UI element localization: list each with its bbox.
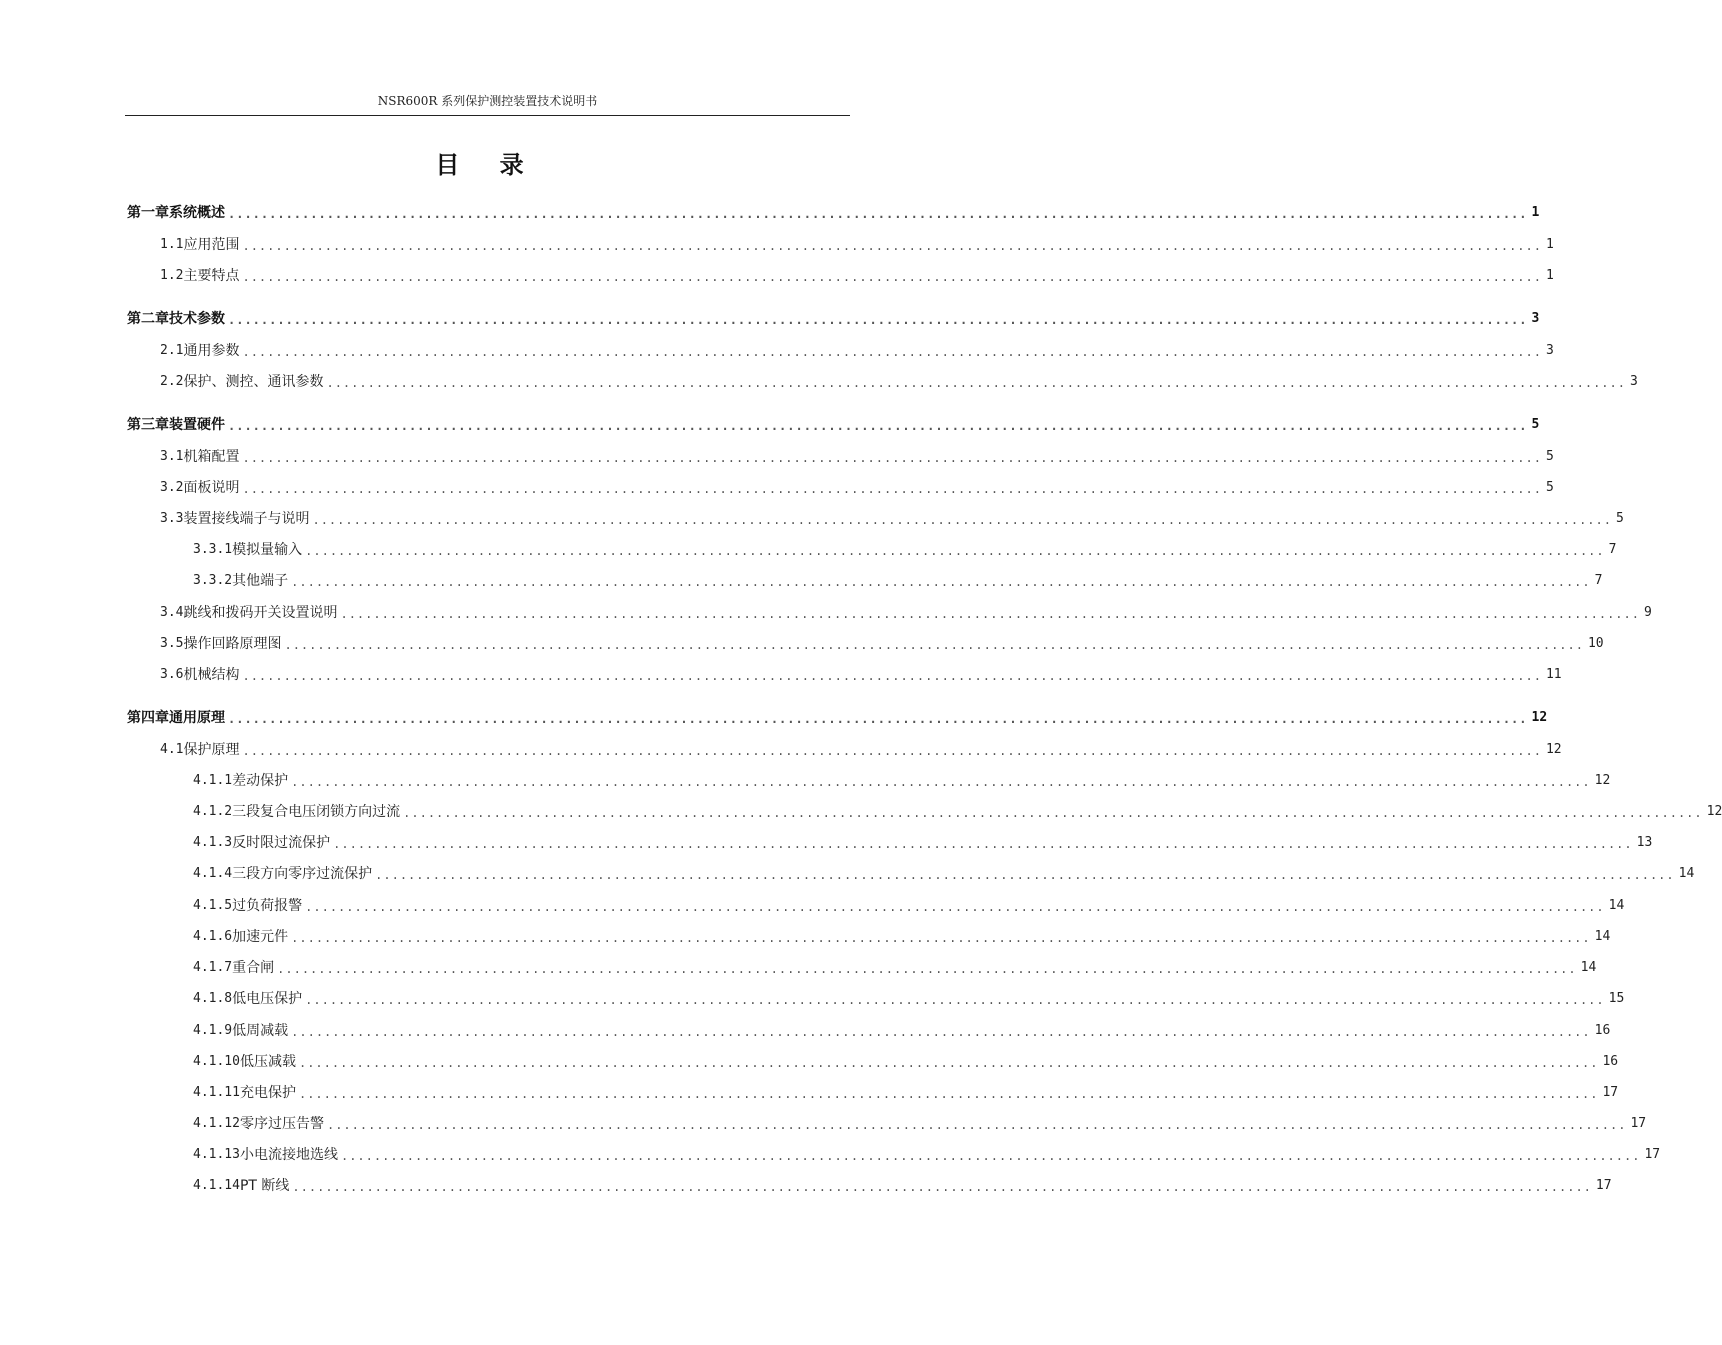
toc-entry[interactable] <box>193 802 1722 822</box>
toc-page-number: 15 <box>1608 991 1625 1006</box>
toc-entry-number: 1.1 <box>160 237 184 252</box>
toc-entry-number: 2.1 <box>160 343 184 358</box>
toc-dot-leader: .............................................................................................................................................................. <box>291 775 1591 789</box>
toc-entry-number: 第四章 <box>127 710 169 726</box>
toc-entry-number: 4.1.11 <box>193 1085 240 1100</box>
header-rule <box>125 115 850 116</box>
toc-dot-leader: .............................................................................................................................................................. <box>298 1056 1599 1070</box>
toc-entry-label: 小电流接地选线 <box>239 1147 338 1163</box>
toc-entry-label: 模拟量输入 <box>232 542 303 558</box>
toc-entry-label: 通用原理 <box>169 710 225 726</box>
toc-entry-number: 4.1.12 <box>193 1116 240 1131</box>
toc-entry-number: 3.2 <box>160 480 184 495</box>
toc-entry-label: 主要特点 <box>183 268 240 284</box>
toc-entry[interactable] <box>160 603 1652 623</box>
toc-entry-number: 3.6 <box>160 667 184 682</box>
toc-dot-leader: .............................................................................................................................................................. <box>375 868 1675 882</box>
toc-page-number: 14 <box>1580 960 1597 975</box>
toc-page-number: 16 <box>1594 1023 1611 1038</box>
toc-dot-leader: .............................................................................................................................................................. <box>291 931 1591 945</box>
toc-page-number: 13 <box>1636 835 1653 850</box>
toc-page-number: 12 <box>1594 773 1611 788</box>
toc-page-number: 12 <box>1706 804 1722 819</box>
toc-entry-number: 4.1.1 <box>193 773 233 788</box>
toc-entry[interactable] <box>193 571 1603 591</box>
toc-entry-number: 3.1 <box>160 449 184 464</box>
toc-page-number: 1 <box>1545 237 1554 252</box>
toc-entry-label: 系统概述 <box>169 205 225 221</box>
toc-entry-label: 机箱配置 <box>183 449 240 465</box>
toc-entry-label: 重合闸 <box>232 960 275 976</box>
toc-dot-leader: .............................................................................................................................................................. <box>242 482 1542 496</box>
toc-entry-label: 三段方向零序过流保护 <box>232 866 373 882</box>
toc-entry-label: 装置硬件 <box>169 417 225 433</box>
toc-entry-number: 4.1.8 <box>193 991 233 1006</box>
running-header: NSR600R 系列保护测控装置技术说明书 <box>377 94 598 108</box>
toc-entry-label: 保护、测控、通讯参数 <box>183 374 324 390</box>
toc-dot-leader: .............................................................................................................................................................. <box>228 712 1528 726</box>
toc-dot-leader: .............................................................................................................................................................. <box>242 239 1542 253</box>
toc-entry-number: 4.1.5 <box>193 898 233 913</box>
toc-dot-leader: .............................................................................................................................................................. <box>340 1149 1641 1163</box>
toc-entry-label: 操作回路原理图 <box>183 636 282 652</box>
toc-dot-leader: .............................................................................................................................................................. <box>340 607 1640 621</box>
toc-entry-number: 第三章 <box>127 417 169 433</box>
toc-page-number: 5 <box>1545 480 1554 495</box>
toc-dot-leader: .............................................................................................................................................................. <box>242 451 1542 465</box>
toc-entry-label: 反时限过流保护 <box>232 835 331 851</box>
toc-page-number: 7 <box>1608 542 1617 557</box>
toc-entry-number: 4.1.4 <box>193 866 233 881</box>
toc-page-number: 14 <box>1678 866 1695 881</box>
toc-entry-number: 2.2 <box>160 374 184 389</box>
toc-dot-leader: .............................................................................................................................................................. <box>298 1087 1599 1101</box>
toc-entry[interactable] <box>193 896 1625 916</box>
toc-entry[interactable] <box>193 1145 1661 1165</box>
toc-page-number: 3 <box>1531 311 1540 326</box>
toc-page-number: 14 <box>1608 898 1625 913</box>
toc-entry-number: 3.3.2 <box>193 573 233 588</box>
toc-entry[interactable] <box>160 665 1562 685</box>
toc-entry-label: 其他端子 <box>232 573 289 589</box>
toc-dot-leader: .............................................................................................................................................................. <box>228 313 1528 327</box>
toc-entry-number: 4.1.6 <box>193 929 233 944</box>
toc-entry[interactable] <box>160 341 1554 361</box>
toc-entry-number: 第二章 <box>127 311 169 327</box>
toc-entry[interactable] <box>193 771 1611 791</box>
toc-entry-label: 机械结构 <box>183 667 240 683</box>
toc-entry-label: 技术参数 <box>169 311 225 327</box>
toc-entry-number: 4.1 <box>160 742 184 757</box>
toc-dot-leader: .............................................................................................................................................................. <box>242 669 1542 683</box>
toc-page-number: 7 <box>1594 573 1603 588</box>
toc-page-number: 17 <box>1644 1147 1661 1162</box>
toc-entry-label: 装置接线端子与说明 <box>183 511 310 527</box>
toc-page-number: 3 <box>1545 343 1554 358</box>
toc-dot-leader: .............................................................................................................................................................. <box>228 207 1528 221</box>
toc-entry-number: 4.1.7 <box>193 960 233 975</box>
toc-page-number: 17 <box>1630 1116 1647 1131</box>
toc-dot-leader: .............................................................................................................................................................. <box>305 993 1605 1007</box>
toc-entry-number: 4.1.3 <box>193 835 233 850</box>
toc-entry-label: 保护原理 <box>183 742 240 758</box>
toc-entry[interactable] <box>160 740 1562 760</box>
toc-dot-leader: .............................................................................................................................................................. <box>403 806 1703 820</box>
toc-page-number: 17 <box>1602 1085 1619 1100</box>
toc-dot-leader: .............................................................................................................................................................. <box>326 1118 1627 1132</box>
toc-dot-leader: .............................................................................................................................................................. <box>242 345 1542 359</box>
toc-entry[interactable] <box>193 1176 1612 1196</box>
toc-entry-label: 低电压保护 <box>232 991 303 1007</box>
toc-chapter-entry[interactable] <box>127 708 1548 728</box>
toc-entry[interactable] <box>193 1083 1619 1103</box>
toc-entry-number: 4.1.13 <box>193 1147 240 1162</box>
toc-dot-leader: .............................................................................................................................................................. <box>333 837 1633 851</box>
toc-entry[interactable] <box>193 927 1611 947</box>
toc-dot-leader: .............................................................................................................................................................. <box>326 376 1626 390</box>
toc-entry-number: 4.1.10 <box>193 1054 240 1069</box>
toc-dot-leader: .............................................................................................................................................................. <box>305 544 1605 558</box>
toc-entry[interactable] <box>160 372 1638 392</box>
toc-page-number: 12 <box>1531 710 1548 725</box>
toc-dot-leader: .............................................................................................................................................................. <box>291 1025 1591 1039</box>
toc-dot-leader: .............................................................................................................................................................. <box>312 513 1612 527</box>
toc-entry[interactable] <box>160 266 1554 286</box>
toc-page-number: 11 <box>1545 667 1562 682</box>
toc-entry[interactable] <box>193 989 1625 1009</box>
toc-entry-label: 通用参数 <box>183 343 240 359</box>
toc-chapter-entry[interactable] <box>127 203 1540 223</box>
toc-entry[interactable] <box>160 235 1554 255</box>
toc-page-number: 5 <box>1545 449 1554 464</box>
toc-entry-number: 4.1.9 <box>193 1023 233 1038</box>
toc-dot-leader: .............................................................................................................................................................. <box>284 638 1584 652</box>
toc-entry[interactable] <box>193 1114 1647 1134</box>
toc-entry-number: 第一章 <box>127 205 169 221</box>
toc-entry[interactable] <box>193 1052 1619 1072</box>
toc-entry-label: 过负荷报警 <box>232 898 303 914</box>
toc-entry-number: 3.5 <box>160 636 184 651</box>
toc-entry[interactable] <box>160 447 1554 467</box>
toc-entry-number: 3.4 <box>160 605 184 620</box>
toc-entry-label: 三段复合电压闭锁方向过流 <box>232 804 401 820</box>
toc-entry[interactable] <box>193 864 1695 884</box>
toc-entry-label: 充电保护 <box>239 1085 296 1101</box>
toc-dot-leader: .............................................................................................................................................................. <box>305 900 1605 914</box>
toc-page-number: 14 <box>1594 929 1611 944</box>
toc-dot-leader: .............................................................................................................................................................. <box>228 419 1528 433</box>
toc-entry-number: 3.3 <box>160 511 184 526</box>
toc-entry[interactable] <box>193 1021 1611 1041</box>
toc-page-number: 5 <box>1531 417 1540 432</box>
page-title: 目 录 <box>435 151 540 179</box>
toc-entry-label: 低压减载 <box>239 1054 296 1070</box>
toc-entry-label: PT 断线 <box>239 1178 290 1194</box>
toc-page-number: 9 <box>1643 605 1652 620</box>
toc-dot-leader: .............................................................................................................................................................. <box>291 575 1591 589</box>
toc-page-number: 1 <box>1545 268 1554 283</box>
toc-chapter-entry[interactable] <box>127 309 1540 329</box>
toc-page-number: 10 <box>1587 636 1604 651</box>
toc-dot-leader: .............................................................................................................................................................. <box>242 744 1542 758</box>
toc-page-number: 5 <box>1615 511 1624 526</box>
toc-entry-label: 应用范围 <box>183 237 240 253</box>
toc-dot-leader: .............................................................................................................................................................. <box>292 1180 1592 1194</box>
toc-entry-number: 4.1.14 <box>193 1178 240 1193</box>
toc-entry-label: 跳线和拨码开关设置说明 <box>183 605 338 621</box>
toc-page-number: 1 <box>1531 205 1540 220</box>
toc-entry-label: 低周减载 <box>232 1023 289 1039</box>
toc-page-number: 17 <box>1595 1178 1612 1193</box>
toc-page-number: 3 <box>1629 374 1638 389</box>
toc-entry[interactable] <box>193 540 1617 560</box>
toc-entry-label: 加速元件 <box>232 929 289 945</box>
toc-entry-number: 1.2 <box>160 268 184 283</box>
toc-entry[interactable] <box>193 958 1597 978</box>
toc-page-number: 12 <box>1545 742 1562 757</box>
toc-entry[interactable] <box>160 509 1624 529</box>
toc-chapter-entry[interactable] <box>127 415 1540 435</box>
toc-entry-number: 3.3.1 <box>193 542 233 557</box>
toc-entry-number: 4.1.2 <box>193 804 233 819</box>
toc-entry[interactable] <box>160 478 1554 498</box>
toc-dot-leader: .............................................................................................................................................................. <box>277 962 1577 976</box>
toc-page-number: 16 <box>1602 1054 1619 1069</box>
toc-dot-leader: .............................................................................................................................................................. <box>242 270 1542 284</box>
toc-entry-label: 零序过压告警 <box>239 1116 324 1132</box>
toc-entry-label: 面板说明 <box>183 480 240 496</box>
toc-entry[interactable] <box>160 634 1604 654</box>
toc-entry[interactable] <box>193 833 1653 853</box>
toc-entry-label: 差动保护 <box>232 773 289 789</box>
